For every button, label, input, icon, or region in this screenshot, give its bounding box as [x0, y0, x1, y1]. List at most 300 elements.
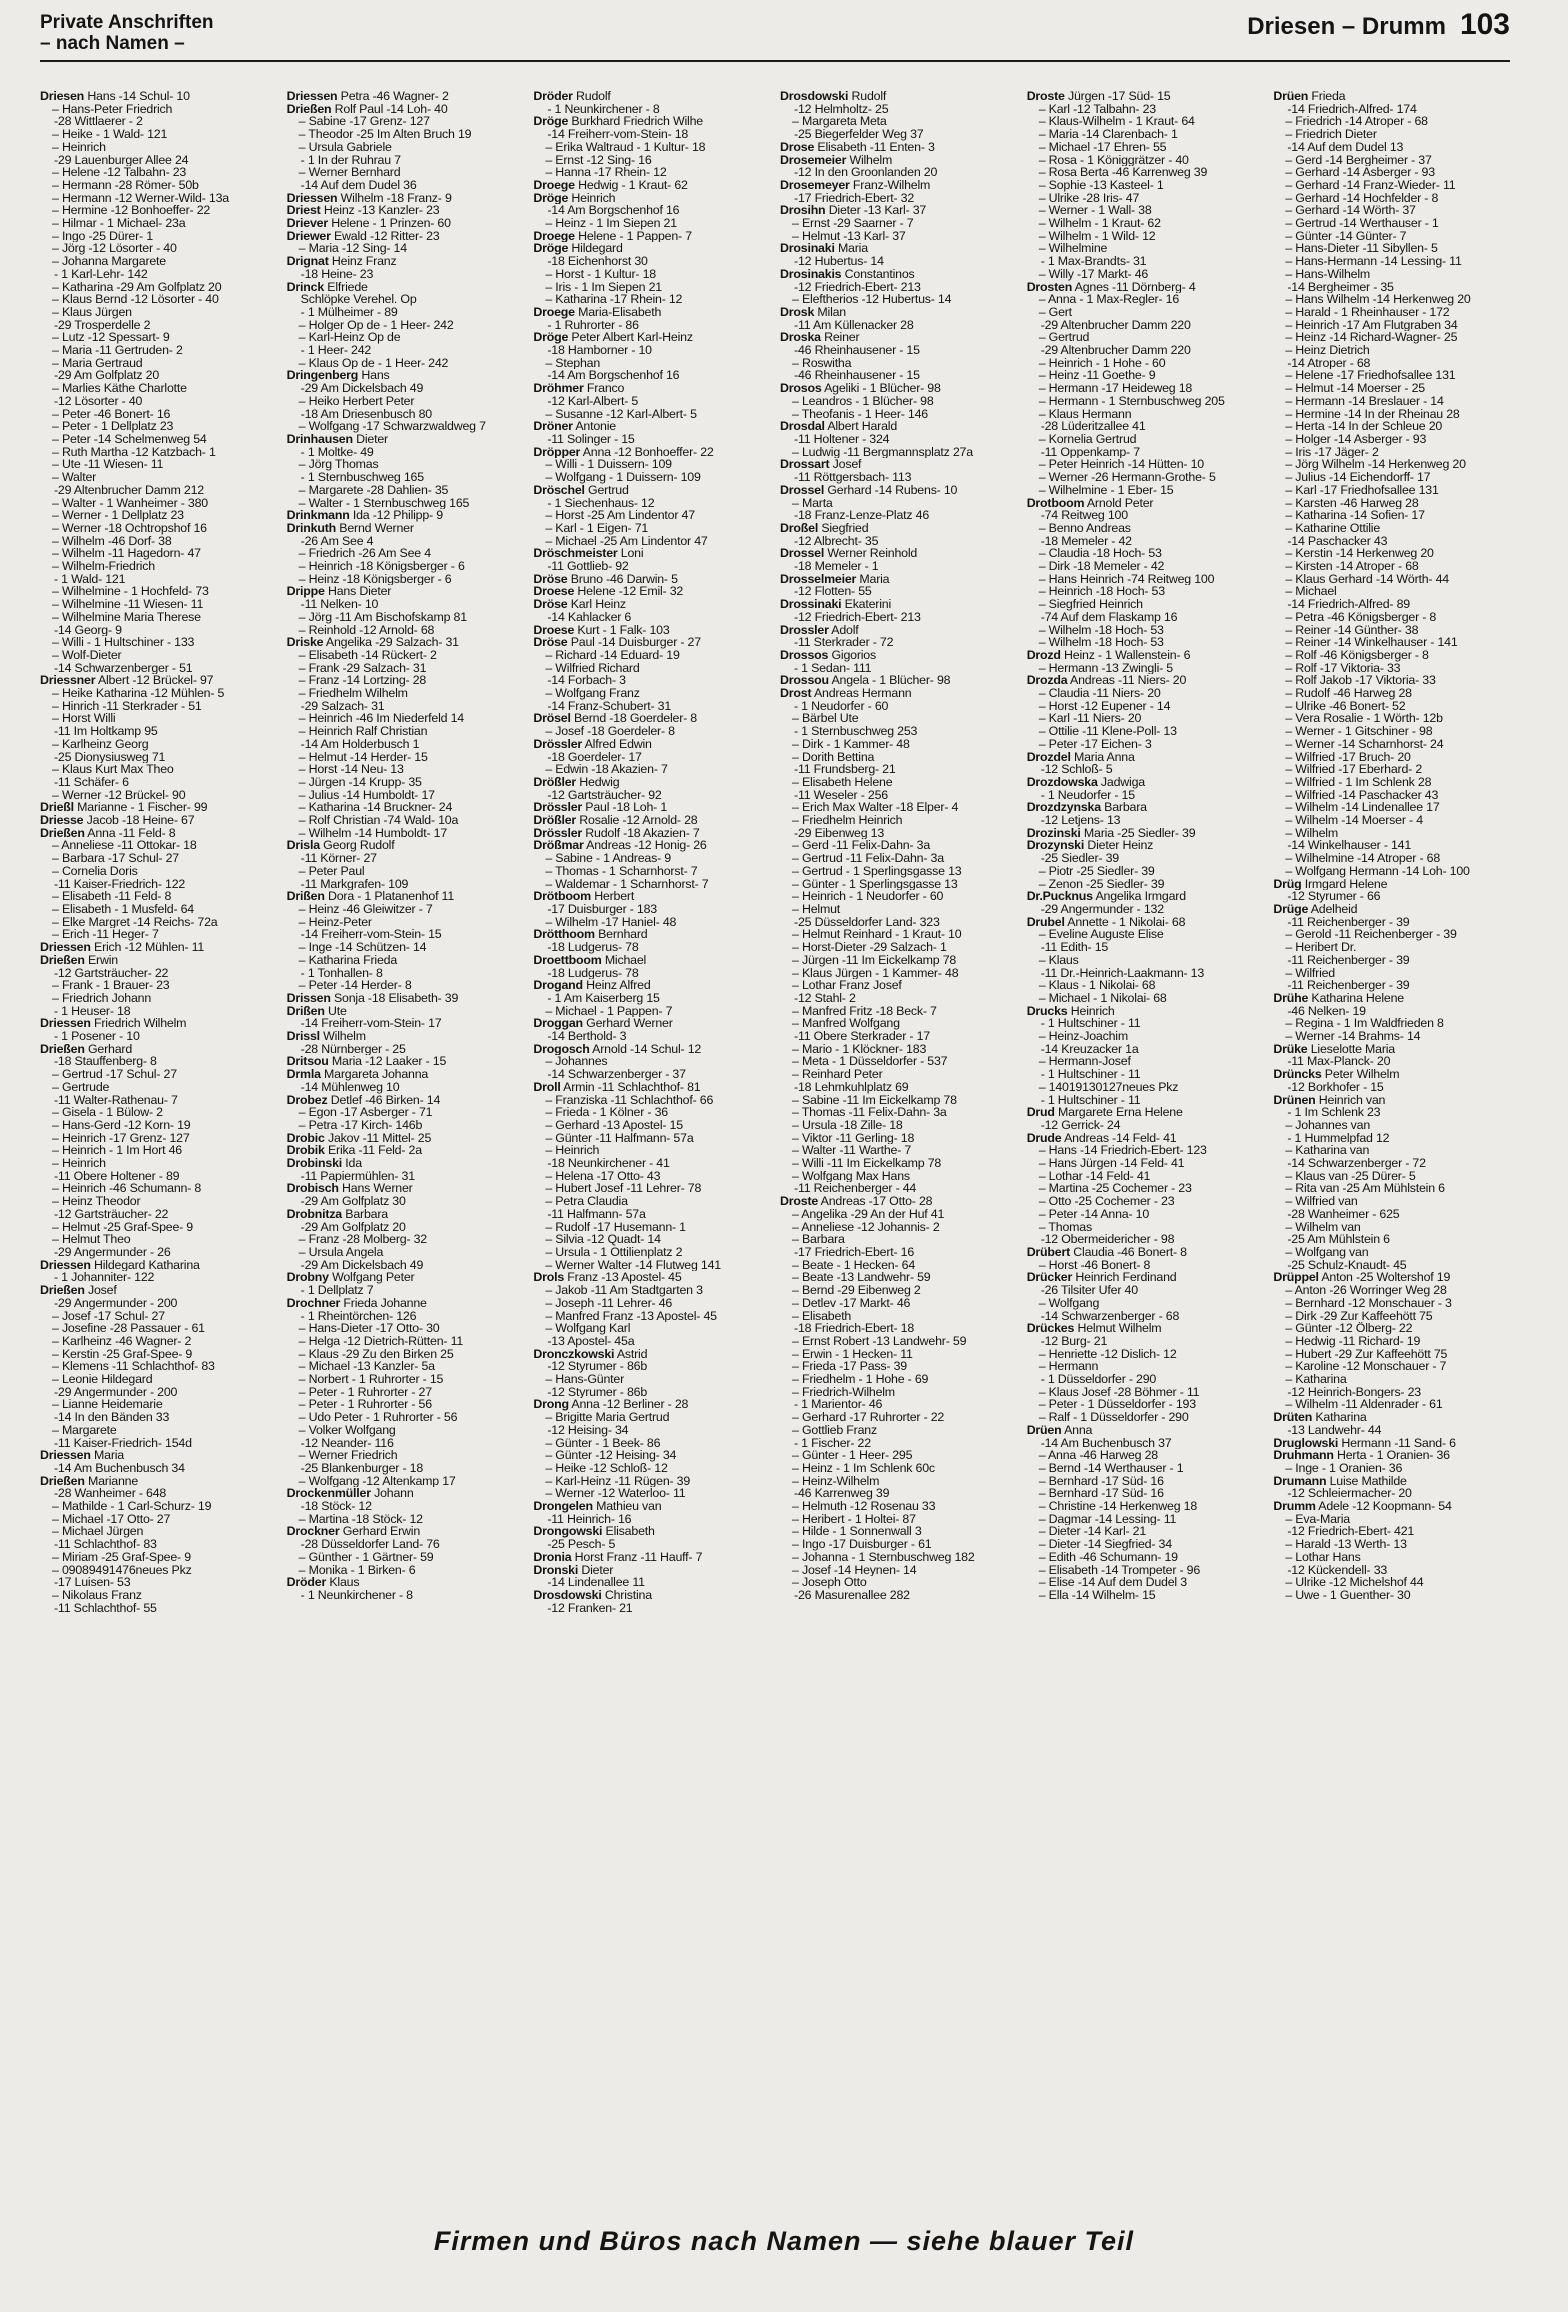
- entry-text: -17 Duisburger - 183: [547, 903, 657, 916]
- entry-text: Lothar Franz Josef: [801, 979, 902, 992]
- directory-entry: [287, 1144, 524, 1157]
- entry-text: -29 Angermunder - 200: [54, 1296, 178, 1310]
- entry-text: Peter Paul: [308, 864, 365, 878]
- entry-text: Rudolf: [851, 90, 887, 103]
- entry-text: Dieter Heinz: [1087, 839, 1154, 853]
- entry-text: - 1 Moltke- 49: [300, 445, 374, 459]
- directory-entry: – Marta: [792, 496, 833, 510]
- entry-text: -11 Schlachthof- 83: [54, 1538, 157, 1551]
- entry-surname: Droege: [533, 305, 575, 319]
- directory-entry: [533, 1551, 770, 1564]
- directory-entry: – Regina - 1 Im Waldfrieden 8: [1285, 1017, 1444, 1031]
- entry-text: -14 Freiherr-vom-Stein- 18: [547, 128, 689, 141]
- directory-entry: [780, 535, 1017, 548]
- directory-entry: – Karl -17 Friedhofsallee 131: [1285, 483, 1439, 497]
- entry-text: Hermann -12 Werner-Wild- 13a: [61, 191, 229, 205]
- directory-entry: – Franz -28 Molberg- 32: [298, 1233, 427, 1246]
- entry-text: Wilhelmine -11 Wiesen- 11: [61, 598, 204, 611]
- entry-surname: Droska: [780, 331, 821, 345]
- directory-entry: – Wilfried -14 Paschacker 43: [1285, 788, 1439, 802]
- entry-text: Johannes van: [1295, 1118, 1371, 1132]
- directory-entry: [780, 573, 1017, 586]
- directory-entry: [533, 1157, 770, 1170]
- directory-entry: – Elisabeth -11 Feld- 8: [52, 890, 172, 903]
- entry-text: Heinz - 1 Im Siepen 21: [555, 217, 677, 230]
- entry-text: Friedrich Dieter: [1295, 128, 1377, 141]
- entry-text: Hermann -14 Breslauer - 14: [1295, 394, 1444, 408]
- entry-text: Helmut: [801, 903, 841, 916]
- entry-text: - 1 Neunkirchener - 8: [547, 102, 660, 116]
- directory-entry: [40, 90, 277, 103]
- directory-entry: [287, 344, 524, 357]
- entry-text: Petra -46 Wagner- 2: [340, 90, 449, 103]
- entry-text: Wilhelm - 1 Wild- 12: [1048, 229, 1156, 243]
- entry-text: Adelheid: [1310, 903, 1358, 916]
- entry-text: Barbara: [1104, 801, 1147, 815]
- entry-text: Günter -14 Günter- 7: [1295, 229, 1407, 243]
- entry-text: Reiner: [824, 331, 860, 345]
- entry-surname: Drosemeier: [780, 153, 847, 167]
- entry-text: Ella -14 Wilhelm- 15: [1048, 1588, 1156, 1602]
- directory-entry: – Friedhelm - 1 Hohe - 69: [792, 1373, 929, 1386]
- entry-surname: Dröner: [533, 420, 573, 433]
- directory-entry: – Jürgen -14 Krupp- 35: [298, 775, 422, 789]
- directory-entry: – Peter - 1 Dellplatz 23: [52, 420, 174, 433]
- entry-surname: Druhmann: [1273, 1449, 1334, 1462]
- entry-text: Günter -12 Heising- 34: [555, 1449, 677, 1462]
- entry-text: Dirk -29 Zur Kaffeehött 75: [1295, 1309, 1433, 1323]
- directory-entry: – Wolfgang Max Hans: [792, 1169, 910, 1183]
- directory-entry: – Susanne -12 Karl-Albert- 5: [545, 407, 697, 421]
- entry-text: -12 Letjens- 13: [1040, 814, 1121, 827]
- entry-text: Iris -17 Jäger- 2: [1295, 445, 1379, 459]
- directory-entry: – Wilfried -17 Bruch- 20: [1285, 750, 1411, 764]
- directory-entry: – Horst -25 Am Lindentor 47: [545, 509, 695, 522]
- directory-entry: – Willi - 1 Hultschiner - 133: [52, 636, 195, 649]
- directory-entry: [1027, 1373, 1264, 1386]
- directory-entry: – Werner Walter -14 Flutweg 141: [545, 1258, 721, 1272]
- directory-entry: [287, 1094, 524, 1107]
- directory-entry: – Peter - 1 Ruhrorter - 56: [298, 1398, 432, 1412]
- entry-surname: Drissl: [286, 1030, 320, 1043]
- entry-text: -18 Ludgerus- 78: [547, 966, 639, 980]
- entry-surname: Dröse: [533, 636, 568, 649]
- entry-text: Julius -14 Humboldt- 17: [308, 788, 435, 802]
- directory-entry: – Gert: [1038, 305, 1072, 319]
- entry-text: -46 Rheinhausener - 15: [794, 344, 920, 357]
- directory-entry: – Gerhard -13 Apostel- 15: [545, 1118, 683, 1132]
- directory-entry: [287, 1259, 524, 1272]
- entry-text: Peter -14 Schelmenweg 54: [61, 432, 207, 446]
- entry-text: -11 Reichenberger - 44: [794, 1182, 917, 1196]
- section-title: [40, 12, 214, 54]
- entry-text: Wilhelm -18 Hoch- 53: [1048, 636, 1164, 649]
- entry-text: - 1 Sedan- 111: [794, 661, 872, 675]
- entry-text: Jürgen -11 Im Eickelkamp 78: [801, 953, 957, 967]
- directory-entry: – Heinrich: [52, 1157, 106, 1170]
- entry-text: Petra Claudia: [555, 1195, 628, 1208]
- directory-entry: – Jakob -11 Am Stadtgarten 3: [545, 1284, 703, 1297]
- entry-text: -29 Eibenweg 13: [794, 826, 885, 840]
- entry-text: Klaus Hermann: [1048, 407, 1132, 421]
- entry-text: Anna - 1 Max-Regler- 16: [1047, 293, 1180, 306]
- directory-entry: – Friedrich -26 Am See 4: [298, 547, 431, 561]
- entry-surname: Dronia: [533, 1550, 572, 1564]
- entry-text: Wilhelm van: [1295, 1220, 1361, 1234]
- entry-text: Hermann - 1 Sternbuschweg 205: [1048, 394, 1225, 408]
- directory-entry: – Harald -13 Werth- 13: [1285, 1538, 1407, 1551]
- directory-entry: – Josef -14 Heynen- 14: [792, 1563, 917, 1577]
- directory-entry: – Reiner -14 Günther- 38: [1285, 623, 1419, 637]
- directory-entry: [533, 547, 770, 560]
- directory-entry: – Wilhelmine -11 Wiesen- 11: [52, 598, 204, 611]
- entry-text: Heinz -13 Kanzler- 23: [323, 204, 440, 218]
- directory-entry: – Ute -11 Wiesen- 11: [52, 458, 164, 472]
- directory-entry: [287, 1195, 524, 1208]
- directory-entry: [533, 331, 770, 344]
- entry-text: -14 Schwarzenberger - 72: [1287, 1157, 1426, 1170]
- entry-surname: Drossler: [780, 623, 829, 637]
- directory-entry: [40, 1043, 277, 1056]
- entry-surname: Dröder: [533, 90, 573, 103]
- directory-entry: [1027, 1310, 1264, 1323]
- entry-surname: Drüge: [1273, 903, 1309, 916]
- directory-entry: [287, 230, 524, 243]
- entry-text: Albert -12 Brückel- 97: [97, 674, 214, 688]
- directory-entry: [1273, 878, 1510, 891]
- entry-text: -46 Nelken- 19: [1287, 1004, 1366, 1018]
- entry-text: Lothar Hans: [1295, 1550, 1361, 1564]
- entry-text: Jadwiga: [1100, 775, 1145, 789]
- entry-text: Jakob -11 Am Stadtgarten 3: [555, 1284, 703, 1297]
- directory-entry: – Ingo -25 Dürer- 1: [52, 229, 153, 243]
- entry-text: -29 Am Dickelsbach 49: [300, 382, 424, 395]
- directory-entry: [287, 967, 524, 980]
- entry-text: Johanna - 1 Sternbuschweg 182: [801, 1550, 975, 1564]
- directory-entry: – Karoline -12 Monschauer - 7: [1285, 1360, 1447, 1374]
- entry-text: Leandros - 1 Blücher- 98: [801, 394, 934, 408]
- entry-text: -11 Obere Sterkrader - 17: [794, 1030, 930, 1043]
- directory-entry: – Petra -46 Königsberger - 8: [1285, 610, 1437, 624]
- directory-entry: – Helmut Theo: [52, 1233, 131, 1246]
- directory-entry: [287, 585, 524, 598]
- entry-surname: Drucks: [1026, 1004, 1068, 1018]
- entry-text: -18 Stauffenberg- 8: [54, 1055, 157, 1069]
- directory-entry: – Jörg Wilhelm -14 Herkenweg 20: [1285, 458, 1466, 472]
- directory-entry: [40, 878, 277, 891]
- entry-text: Peter -46 Bonert- 16: [61, 407, 171, 421]
- entry-text: Karl -11 Niers- 20: [1048, 712, 1142, 726]
- directory-entry: – Johannes: [545, 1055, 608, 1069]
- directory-entry: [780, 166, 1017, 179]
- directory-entry: – Dirk - 1 Kammer- 48: [792, 737, 910, 751]
- directory-entry: [1027, 916, 1264, 929]
- entry-text: Albert Harald: [827, 420, 898, 433]
- directory-entry: [287, 598, 524, 611]
- entry-text: - 1 Tonhallen- 8: [300, 966, 383, 980]
- directory-entry: – Reiner -14 Winkelhauser - 141: [1285, 636, 1458, 649]
- directory-entry: [40, 1030, 277, 1043]
- directory-entry: [1273, 1106, 1510, 1119]
- entry-text: Hans -14 Friedrich-Ebert- 123: [1048, 1144, 1207, 1158]
- entry-text: -29 Altenbrucher Damm 212: [54, 483, 204, 497]
- entry-text: Stephan: [555, 356, 601, 370]
- directory-entry: – Horst-Dieter -29 Salzach- 1: [792, 941, 947, 954]
- entry-text: Peter -14 Herder- 8: [308, 979, 412, 992]
- entry-surname: Drozinski: [1026, 826, 1081, 840]
- entry-text: Wilhelm -14 Moerser - 4: [1295, 814, 1423, 827]
- directory-entry: – Elisabeth - 1 Musfeld- 64: [52, 903, 194, 916]
- directory-entry: – Horst -12 Eupener - 14: [1038, 699, 1171, 713]
- entry-text: Elisabeth -14 Trompeter - 96: [1048, 1563, 1201, 1577]
- entry-text: Ute -11 Wiesen- 11: [61, 458, 164, 472]
- entry-text: Wolfgang Karl: [555, 1322, 631, 1335]
- directory-entry: – Hans-Dieter -17 Otto- 30: [298, 1322, 440, 1335]
- directory-entry: [780, 1322, 1017, 1335]
- directory-entry: [780, 662, 1017, 675]
- directory-entry: [533, 827, 770, 840]
- entry-text: Josef -17 Schul- 27: [61, 1309, 165, 1323]
- directory-entry: [533, 1525, 770, 1538]
- directory-entry: – Silvia -12 Quadt- 14: [545, 1233, 661, 1246]
- directory-entry: – Joseph Otto: [792, 1576, 867, 1589]
- entry-text: -17 Friedrich-Ebert- 16: [794, 1245, 915, 1259]
- directory-entry: [1027, 611, 1264, 624]
- entry-text: -14 Berthold- 3: [547, 1030, 627, 1043]
- entry-text: -11 Halfmann- 57a: [547, 1207, 646, 1221]
- directory-entry: [40, 1386, 277, 1399]
- directory-entry: – Sabine -17 Grenz- 127: [298, 115, 430, 129]
- directory-entry: – Günther - 1 Gärtner- 59: [298, 1550, 434, 1564]
- directory-entry: – Walter - 1 Sternbuschweg 165: [298, 496, 470, 510]
- entry-text: Lieselotte Maria: [1310, 1042, 1396, 1056]
- entry-text: Heinrich Ralf Christian: [308, 725, 428, 738]
- entry-text: Wilhelmine -14 Atroper - 68: [1295, 852, 1441, 865]
- entry-text: Kerstin -25 Graf-Spee- 9: [61, 1347, 193, 1361]
- directory-entry: – Günter -14 Günter- 7: [1285, 229, 1407, 243]
- entry-text: Josefine -28 Passauer - 61: [61, 1322, 205, 1335]
- directory-entry: – Heinz-Wilhelm: [792, 1474, 880, 1488]
- directory-entry: [1273, 1081, 1510, 1094]
- directory-entry: [287, 1576, 524, 1589]
- entry-text: Ingo -25 Dürer- 1: [61, 229, 153, 243]
- entry-text: -14 Am Buchenbusch 34: [54, 1461, 185, 1475]
- entry-text: Rudolf -18 Akazien- 7: [585, 826, 700, 840]
- directory-entry: – Bernd -29 Eibenweg 2: [792, 1284, 921, 1297]
- entry-surname: Drozda: [1026, 674, 1068, 688]
- entry-surname: Drinhausen: [286, 432, 353, 446]
- directory-entry: [533, 1602, 770, 1615]
- entry-text: Helmut Theo: [61, 1233, 131, 1246]
- directory-entry: – Gertrud - 1 Sperlingsgasse 13: [792, 864, 962, 878]
- directory-entry: [533, 1360, 770, 1373]
- entry-text: -18 Am Driesenbusch 80: [300, 407, 432, 421]
- directory-entry: [533, 90, 770, 103]
- entry-text: Hans-Wilhelm: [1295, 267, 1371, 281]
- directory-entry: – Werner - 1 Gitschiner - 98: [1285, 725, 1433, 738]
- entry-text: Hermann -13 Zwingli- 5: [1048, 661, 1173, 675]
- directory-entry: – Friedhelm Heinrich: [792, 814, 903, 827]
- entry-text: Hans: [361, 369, 390, 383]
- directory-entry: [1027, 1233, 1264, 1246]
- directory-entry: [780, 179, 1017, 192]
- entry-text: Peter Heinrich -14 Hütten- 10: [1048, 458, 1204, 472]
- directory-entry: [780, 242, 1017, 255]
- directory-entry: [40, 1462, 277, 1475]
- entry-text: Michael - 1 Nikolai- 68: [1048, 991, 1167, 1005]
- entry-text: -12 Heinrich-Bongers- 23: [1287, 1385, 1421, 1399]
- directory-entry: [533, 1513, 770, 1526]
- entry-text: -74 Auf dem Flaskamp 16: [1040, 610, 1178, 624]
- entry-text: Ursula Angela: [308, 1245, 384, 1259]
- entry-text: Ursula Gabriele: [308, 140, 392, 154]
- entry-text: Lothar -14 Feld- 41: [1048, 1169, 1151, 1183]
- directory-entry: – Otto -25 Cochemer - 23: [1038, 1195, 1175, 1208]
- entry-text: Gisela - 1 Bülow- 2: [61, 1106, 163, 1119]
- entry-text: Angelika -29 An der Huf 41: [801, 1207, 945, 1221]
- directory-entry: [40, 1297, 277, 1310]
- footer-note: Firmen und Büros nach Namen — siehe blauer Teil: [433, 2226, 1135, 2256]
- directory-entry: [1027, 281, 1264, 294]
- entry-text: Helmut Reinhard - 1 Kraut- 10: [801, 928, 962, 942]
- entry-text: Wilhelm -46 Dorf- 38: [61, 534, 172, 548]
- directory-entry: – Manfred Franz -13 Apostel- 45: [545, 1309, 717, 1323]
- entry-text: Andreas -12 Honig- 26: [586, 839, 707, 853]
- entry-text: Eveline Auguste Elise: [1048, 928, 1164, 942]
- directory-entry: – Heike Katharina -12 Mühlen- 5: [52, 687, 225, 700]
- directory-entry: – Herta -14 In der Schleue 20: [1285, 420, 1443, 433]
- entry-text: Gert: [1048, 305, 1072, 319]
- entry-text: - 1 In der Ruhrau 7: [300, 153, 401, 167]
- directory-entry: [533, 712, 770, 725]
- entry-surname: Drozdowska: [1026, 775, 1098, 789]
- directory-entry: – Heinrich -18 Königsberger - 6: [298, 560, 465, 573]
- entry-text: -29 Altenbrucher Damm 220: [1040, 344, 1191, 357]
- entry-text: -17 Friedrich-Ebert- 32: [794, 191, 915, 205]
- entry-text: Ernst -12 Sing- 16: [555, 153, 652, 167]
- directory-entry: – Miriam -25 Graf-Spee- 9: [52, 1550, 191, 1564]
- entry-text: Rita van -25 Am Mühlstein 6: [1295, 1182, 1445, 1196]
- directory-entry: [40, 1005, 277, 1018]
- entry-text: Karl Heinz: [570, 598, 626, 611]
- entry-surname: Drüen: [1026, 1423, 1062, 1437]
- directory-entry: [1027, 903, 1264, 916]
- directory-entry: – Claudia -18 Hoch- 53: [1038, 547, 1162, 561]
- entry-surname: Driessen: [40, 1449, 91, 1462]
- entry-text: Detlef -46 Birken- 14: [330, 1093, 441, 1107]
- entry-text: Werner -12 Waterloo- 11: [555, 1487, 686, 1501]
- entry-text: Klaus - 1 Nikolai- 68: [1048, 979, 1156, 992]
- directory-entry: [780, 331, 1017, 344]
- entry-text: Martina -18 Stöck- 12: [308, 1512, 423, 1526]
- entry-surname: Dröse: [533, 572, 568, 586]
- directory-entry: – Theofanis - 1 Heer- 146: [792, 407, 928, 421]
- directory-entry: [1027, 255, 1264, 268]
- directory-entry: – Barbara -17 Schul- 27: [52, 852, 179, 865]
- entry-text: Günter - 1 Beek- 86: [555, 1436, 661, 1450]
- entry-text: -11 Röttgersbach- 113: [794, 471, 912, 484]
- directory-entry: [780, 1246, 1017, 1259]
- entry-text: Dorith Bettina: [801, 750, 875, 764]
- entry-text: Heribert - 1 Holtei- 87: [801, 1512, 916, 1526]
- entry-text: Ursula - 1 Ottilienplatz 2: [555, 1245, 683, 1259]
- directory-entry: [780, 916, 1017, 929]
- entry-text: Wilhelm -14 Humboldt- 17: [308, 826, 448, 840]
- directory-entry: – Günter - 1 Sperlingsgasse 13: [792, 877, 958, 891]
- entry-text: Anneliese -11 Ottokar- 18: [61, 839, 197, 853]
- directory-entry: [1027, 751, 1264, 764]
- entry-text: Arnold Peter: [1086, 496, 1154, 510]
- entry-text: Bernhard -17 Süd- 16: [1048, 1487, 1164, 1501]
- directory-entry: [533, 928, 770, 941]
- entry-text: Walter: [61, 471, 97, 484]
- directory-entry: [1027, 814, 1264, 827]
- entry-text: Wolfgang: [1048, 1296, 1100, 1310]
- directory-entry: – Wilhelm -11 Hagedorn- 47: [52, 547, 201, 561]
- directory-entry: [780, 90, 1017, 103]
- entry-surname: Drogand: [533, 979, 583, 992]
- directory-entry: – Klaus Kurt Max Theo: [52, 763, 174, 776]
- directory-entry: – Werner - 1 Dellplatz 23: [52, 509, 184, 522]
- entry-text: -29 Angermunder - 132: [1040, 903, 1164, 916]
- entry-surname: Drinkuth: [286, 521, 337, 535]
- entry-text: Wilhelm: [323, 1030, 366, 1043]
- entry-text: Ernst -29 Saarner - 7: [801, 217, 914, 230]
- entry-text: Frieda -17 Pass- 39: [801, 1360, 907, 1374]
- directory-entry: – Hedwig -11 Richard- 19: [1285, 1334, 1421, 1348]
- entry-text: -14 Forbach- 3: [547, 674, 626, 688]
- directory-entry: [533, 992, 770, 1005]
- entry-text: Klaus -29 Zu den Birken 25: [308, 1347, 454, 1361]
- directory-entry: – Hans-Gerd -12 Korn- 19: [52, 1118, 191, 1132]
- entry-text: Wolf-Dieter: [61, 648, 122, 662]
- entry-text: Franz -14 Lortzing- 28: [308, 674, 427, 688]
- directory-entry: – Klemens -11 Schlachthof- 83: [52, 1360, 215, 1374]
- entry-text: Claudia -11 Niers- 20: [1048, 687, 1161, 700]
- entry-text: -11 Max-Planck- 20: [1287, 1055, 1391, 1069]
- entry-text: Karl-Heinz -11 Rügen- 39: [555, 1474, 691, 1488]
- entry-text: Paul -18 Loh- 1: [585, 801, 668, 815]
- entry-text: Katharina Helene: [1311, 991, 1404, 1005]
- directory-entry: [1273, 903, 1510, 916]
- entry-text: Gerd -14 Bergheimer - 37: [1295, 153, 1432, 167]
- entry-text: Dirk -18 Memeler - 42: [1048, 560, 1165, 573]
- directory-entry: [533, 115, 770, 128]
- entry-surname: Drösel: [533, 712, 571, 726]
- entry-text: Helga -12 Dietrich-Rütten- 11: [308, 1334, 464, 1348]
- directory-entry: – Bernhard -17 Süd- 16: [1038, 1474, 1164, 1488]
- directory-entry: – Mathilde - 1 Carl-Schurz- 19: [52, 1500, 212, 1513]
- directory-entry: – Hermann -17 Heideweg 18: [1038, 382, 1193, 395]
- entry-text: Karoline -12 Monschauer - 7: [1295, 1360, 1447, 1374]
- entry-text: - 1 Dellplatz 7: [300, 1284, 374, 1297]
- entry-text: Hedwig: [579, 775, 620, 789]
- entry-text: Elisabeth: [605, 1525, 655, 1539]
- directory-entry: – Wilhelm -18 Hoch- 53: [1038, 623, 1164, 637]
- directory-column: [40, 90, 277, 2230]
- directory-entry: [287, 1043, 524, 1056]
- directory-entry: – Uwe - 1 Guenther- 30: [1285, 1588, 1411, 1602]
- entry-text: Wilfried -14 Paschacker 43: [1295, 788, 1439, 802]
- entry-text: -18 Hamborner - 10: [547, 344, 652, 357]
- entry-text: - 1 Hultschiner - 11: [1040, 1017, 1141, 1031]
- directory-entry: – Heinz-Joachim: [1038, 1030, 1128, 1043]
- entry-text: Bärbel Ute: [801, 712, 859, 726]
- entry-text: -11 Reichenberger - 39: [1287, 953, 1410, 967]
- directory-entry: [287, 636, 524, 649]
- directory-entry: [533, 573, 770, 586]
- directory-entry: – Werner -12 Brückel- 90: [52, 788, 186, 802]
